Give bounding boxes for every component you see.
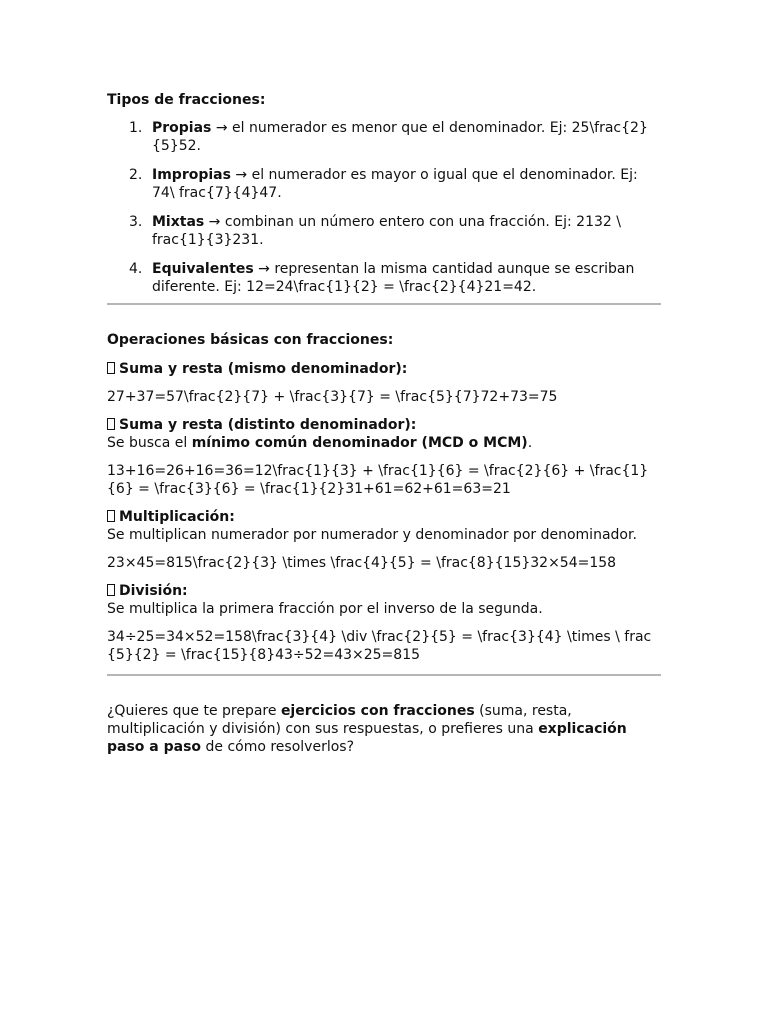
term-equivalentes: Equivalentes xyxy=(152,261,254,277)
multiplication-description: Se multiplican numerador por numerador y denominador por denominador. xyxy=(107,527,637,543)
multiplication-formula: 23×45=815\frac{2}{3} \times \frac{4}{5} = \frac{8}{15}32×54=158 xyxy=(107,555,617,571)
operations-title: Operaciones básicas con fracciones: xyxy=(107,332,394,348)
list-number: 4. xyxy=(129,261,143,277)
same-denominator-formula: 27+37=57\frac{2}{7} + \frac{3}{7} = \frac{5}{7}72+73=75 xyxy=(107,389,558,405)
different-denominator-heading: Suma y resta (distinto denominador): xyxy=(107,416,663,434)
term-propias: Propias xyxy=(152,120,212,136)
different-denominator-formula: 13+16=26+16=36=12\frac{1}{3} + \frac{1}{6} = \frac{2}{6} + \frac{1}{6} = \frac{3}{6} = \frac{1}{2}31+61=62+61=63=21 xyxy=(107,463,649,497)
term-description: → combinan un número entero con una fracción. Ej: 2132 \ frac{1}{3}231. xyxy=(152,214,621,248)
list-item xyxy=(107,213,663,260)
multiplication-heading: Multiplicación: xyxy=(107,508,663,526)
box-glyph-icon xyxy=(107,510,115,522)
division-formula: 34÷25=34×52=158\frac{3}{4} \div \frac{2}{5} = \frac{3}{4} \times \ frac{5}{2} = \frac{15}{8}43÷52=43×25=815 xyxy=(107,629,652,663)
term-description: → el numerador es mayor o igual que el denominador. Ej: 74\ frac{7}{4}47. xyxy=(152,167,638,201)
closing-question: ¿Quieres que te prepare ejercicios con fracciones (suma, resta, multiplicación y división) con sus respuestas, o prefieres una explicación paso a paso de cómo resolverlos? xyxy=(107,703,627,755)
list-item xyxy=(107,260,663,296)
divider xyxy=(107,674,661,676)
term-mixtas: Mixtas xyxy=(152,214,205,230)
different-denominator-description: Se busca el mínimo común denominador (MCD o MCM). xyxy=(107,435,533,451)
list-number: 1. xyxy=(129,120,143,136)
list-item xyxy=(107,119,663,166)
term-impropias: Impropias xyxy=(152,167,231,183)
box-glyph-icon xyxy=(107,418,115,430)
box-glyph-icon xyxy=(107,362,115,374)
list-number: 2. xyxy=(129,167,143,183)
types-title: Tipos de fracciones: xyxy=(107,92,266,108)
fraction-types-list xyxy=(107,119,663,296)
division-description: Se multiplica la primera fracción por el inverso de la segunda. xyxy=(107,601,543,617)
list-item xyxy=(107,166,663,213)
division-heading: División: xyxy=(107,582,663,600)
list-number: 3. xyxy=(129,214,143,230)
same-denominator-heading: Suma y resta (mismo denominador): xyxy=(107,360,663,378)
term-description: → representan la misma cantidad aunque se escriban diferente. Ej: 12=24\frac{1}{2} = \frac{2}{4}21=42. xyxy=(152,261,635,295)
divider xyxy=(107,303,661,305)
term-description: → el numerador es menor que el denominador. Ej: 25\frac{2}{5}52. xyxy=(152,120,648,154)
box-glyph-icon xyxy=(107,584,115,596)
